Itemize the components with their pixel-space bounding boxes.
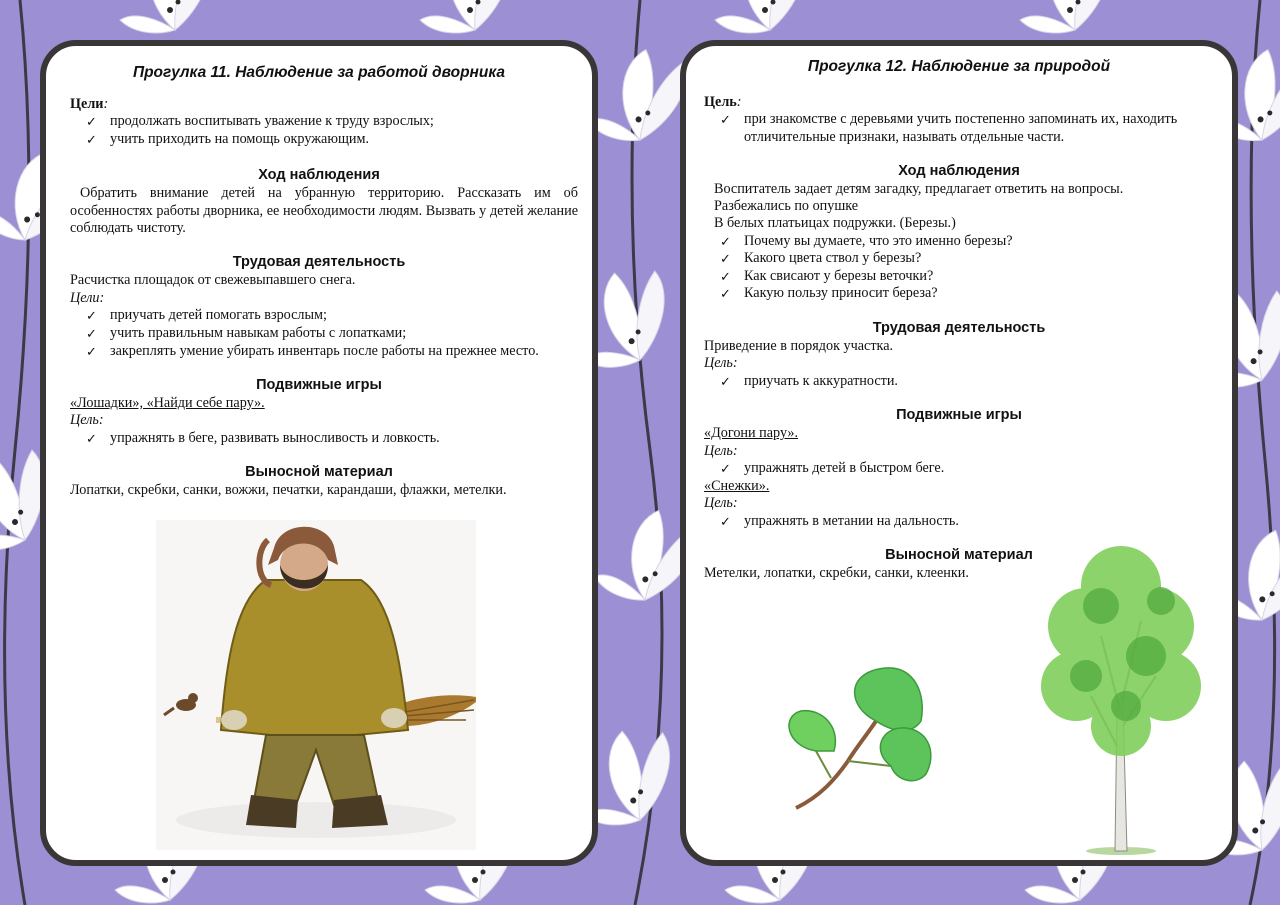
check-icon: ✓: [86, 344, 97, 359]
games-heading: Подвижные игры: [256, 377, 382, 393]
material-heading: Выносной материал: [885, 547, 1033, 563]
labor-goal-label: Цель:: [704, 355, 738, 371]
riddle-line: В белых платьицах подружки. (Березы.): [714, 215, 956, 231]
check-icon: ✓: [86, 132, 97, 147]
goals-label-line: Цели:: [70, 96, 109, 112]
games-text: «Лошадки», «Найди себе пару».: [70, 395, 265, 411]
check-icon: ✓: [720, 251, 731, 266]
game-1-goal: упражнять детей в быстром беге.: [744, 460, 945, 476]
walk-11-card: [40, 40, 598, 866]
game-2-goal-label: Цель:: [704, 495, 738, 511]
labor-text: Приведение в порядок участка.: [704, 338, 894, 354]
game-2-goal: упражнять в метании на дальность.: [744, 513, 959, 529]
labor-heading: Трудовая деятельность: [232, 254, 406, 270]
labor-goal-item: приучать к аккуратности.: [744, 373, 898, 389]
birch-tree-illustration: [1031, 526, 1211, 856]
material-heading: Выносной материал: [245, 464, 393, 480]
goal-label-line: Цель:: [704, 94, 742, 110]
labor-heading: Трудовая деятельность: [872, 320, 1046, 336]
games-goal-label: Цель:: [70, 412, 104, 428]
goal-line: отличительные признаки, называть отдельные части.: [744, 129, 1065, 145]
game-2: «Снежки».: [704, 478, 770, 494]
goal-label: Цель: [704, 94, 737, 110]
riddle-line: Разбежались по опушке: [714, 198, 859, 214]
labor-goal-item: учить правильным навыкам работы с лопатками;: [110, 325, 407, 341]
question-item: Какую пользу приносит береза?: [744, 285, 938, 301]
game-1: «Догони пару».: [704, 425, 799, 441]
walk-12-card: [680, 40, 1238, 866]
goal-line: при знакомстве с деревьями учить постепенно запоминать их, находить: [744, 111, 1178, 127]
material-text: Метелки, лопатки, скребки, санки, клеенки.: [704, 565, 969, 581]
check-icon: ✓: [720, 234, 731, 249]
question-item: Какого цвета ствол у березы?: [744, 250, 922, 266]
labor-text: Расчистка площадок от свежевыпавшего снега.: [70, 272, 356, 288]
birch-leaves-illustration: [776, 666, 946, 816]
check-icon: ✓: [86, 114, 97, 129]
labor-goal-item: приучать детей помогать взрослым;: [110, 307, 327, 323]
check-icon: ✓: [86, 431, 97, 446]
games-heading: Подвижные игры: [896, 407, 1022, 423]
check-icon: ✓: [720, 269, 731, 284]
walk-11-title: Прогулка 11. Наблюдение за работой дворника: [132, 64, 506, 81]
check-icon: ✓: [720, 112, 731, 127]
check-icon: ✓: [86, 308, 97, 323]
check-icon: ✓: [720, 374, 731, 389]
observation-heading: Ход наблюдения: [898, 163, 1020, 179]
goals-label: Цели: [70, 96, 104, 112]
game-1-goal-label: Цель:: [704, 443, 738, 459]
walk-12-title: Прогулка 12. Наблюдение за природой: [807, 58, 1111, 75]
janitor-illustration: [156, 520, 476, 850]
check-icon: ✓: [720, 514, 731, 529]
observation-heading: Ход наблюдения: [258, 167, 380, 183]
question-item: Почему вы думаете, что это именно березы?: [744, 233, 1013, 249]
question-item: Как свисают у березы веточки?: [744, 268, 934, 284]
goal-item: продолжать воспитывать уважение к труду взрослых;: [110, 113, 434, 129]
intro-line: Воспитатель задает детям загадку, предлагает ответить на вопросы.: [714, 181, 1124, 197]
check-icon: ✓: [720, 286, 731, 301]
material-text: Лопатки, скребки, санки, вожжи, печатки, карандаши, флажки, метелки.: [70, 482, 507, 498]
check-icon: ✓: [720, 461, 731, 476]
labor-goal-item: закреплять умение убирать инвентарь после работы на прежнее место.: [110, 343, 539, 359]
check-icon: ✓: [86, 326, 97, 341]
goal-item: учить приходить на помощь окружающим.: [110, 131, 369, 147]
labor-goals-label: Цели:: [70, 290, 105, 306]
observation-text: Обратить внимание детей на убранную территорию. Рассказать им об особенностях работы дворника, ее необходимости людям. Вызвать у детей желание соблюдать чистоту.: [70, 185, 578, 236]
games-goal-item: упражнять в беге, развивать выносливость и ловкость.: [110, 430, 440, 446]
